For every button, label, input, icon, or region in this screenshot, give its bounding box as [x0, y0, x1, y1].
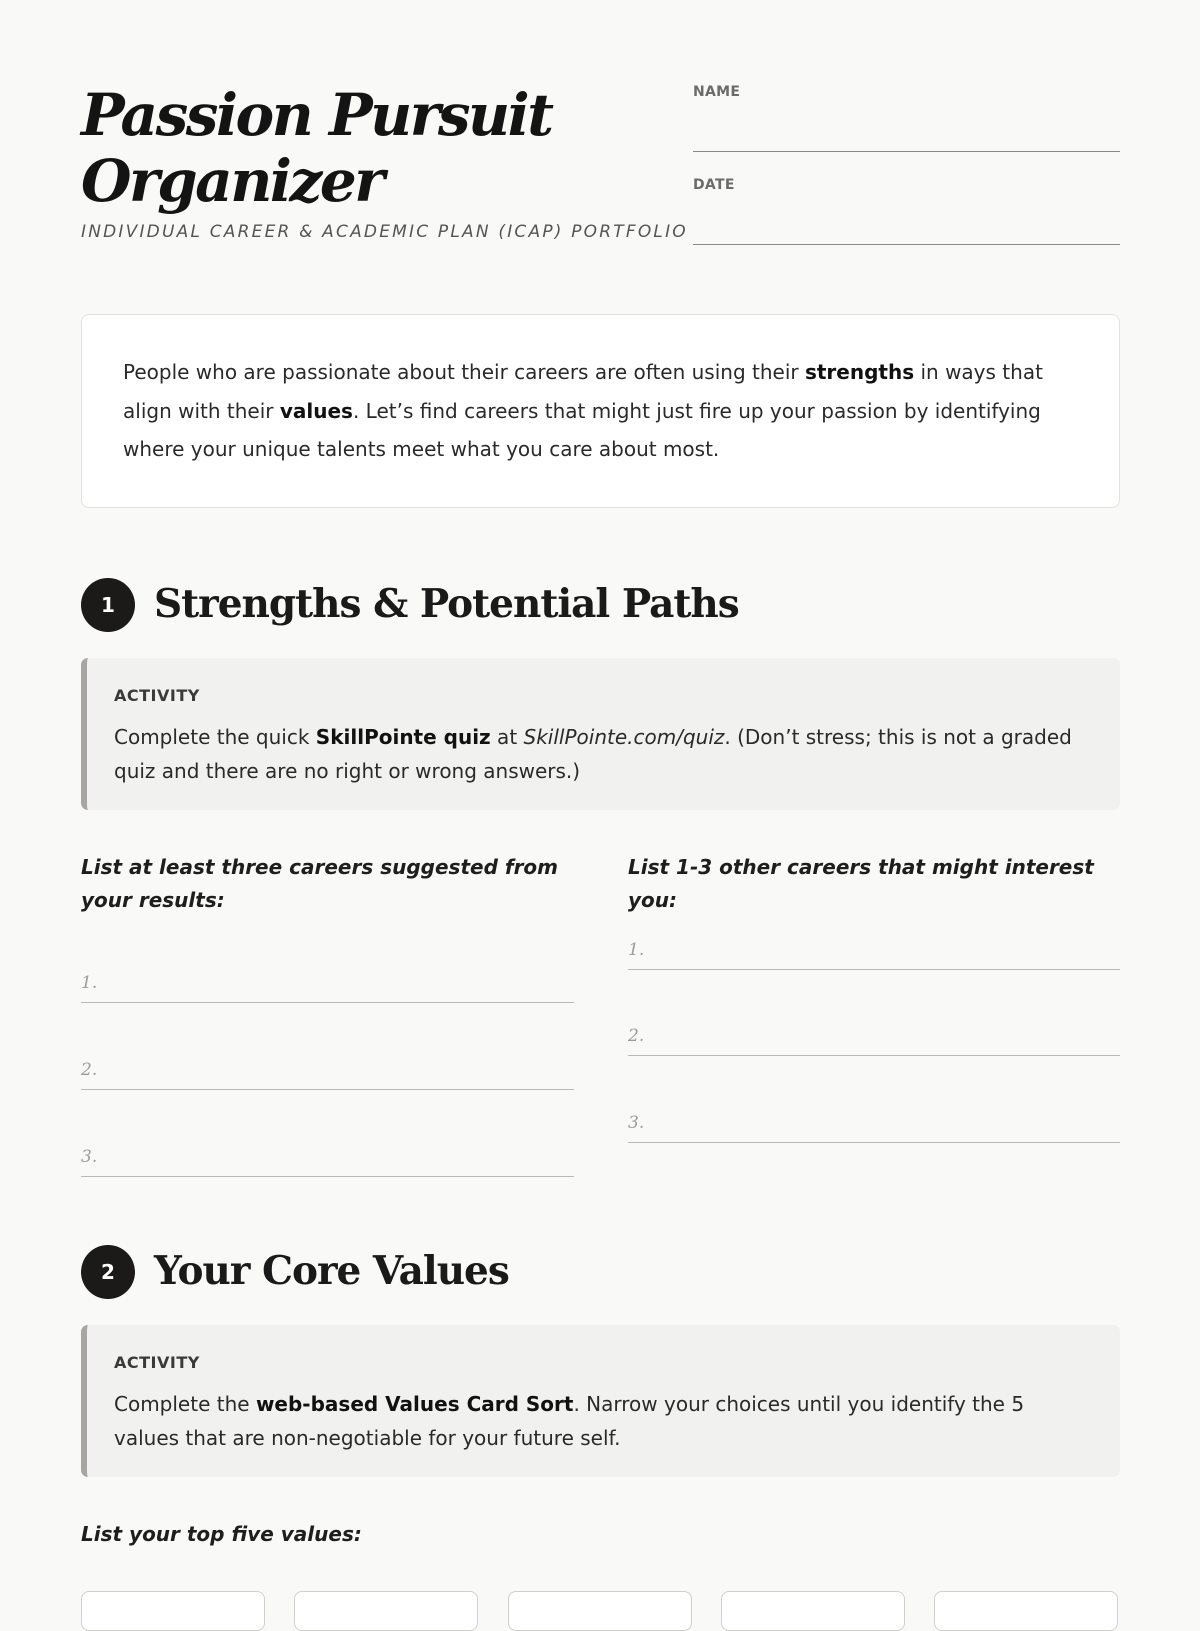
intro-text-3: . Let’s find careers that might just fire up your passion by identifying where your unique talents meet what you care about most.: [123, 398, 1041, 461]
intro-text-2: in ways that align with their: [123, 360, 1043, 423]
date-line[interactable]: [693, 244, 1120, 245]
page-subtitle: INDIVIDUAL CAREER & ACADEMIC PLAN (ICAP) PORTFOLIO: [81, 222, 688, 242]
intro-card: [81, 314, 1120, 508]
activity-card-sort-name: web-based Values Card Sort: [255, 1392, 574, 1416]
blank-number: 2.: [81, 1060, 98, 1080]
activity-text-1: Complete the: [114, 1392, 256, 1416]
values-list-heading: List your top five values:: [81, 1522, 362, 1546]
activity-text-2: . Narrow your choices until you identify the 5 values that are non-negotiable for your future self.: [114, 1392, 1025, 1450]
section-2-badge: 2: [81, 1245, 135, 1299]
left-blank-3[interactable]: [81, 1147, 574, 1177]
blank-number: 3.: [81, 1147, 98, 1167]
section-2-heading: [81, 1245, 681, 1299]
section-1-badge: 1: [81, 578, 135, 632]
section-2-title: Your Core Values: [154, 1248, 509, 1294]
right-blank-3[interactable]: [628, 1113, 1120, 1143]
activity-quiz-name: SkillPointe quiz: [315, 725, 491, 749]
date-field[interactable]: [693, 177, 1120, 247]
activity-text-3: . (Don’t stress; this is not a graded quiz and there are no right or wrong answers.): [114, 725, 1072, 783]
name-label: NAME: [693, 84, 741, 100]
activity-label: ACTIVITY: [114, 686, 200, 705]
left-blank-1[interactable]: [81, 973, 574, 1003]
left-blank-2[interactable]: [81, 1060, 574, 1090]
right-list-heading: List 1-3 other careers that might interest you:: [628, 855, 1094, 912]
activity-text-2: at: [490, 725, 524, 749]
section-2-activity: [81, 1325, 1120, 1477]
activity-quiz-url: SkillPointe.com/quiz: [523, 725, 725, 749]
title-line-2: Organizer: [81, 147, 383, 215]
section-1-activity: [81, 658, 1120, 810]
activity-text-1: Complete the quick: [114, 725, 316, 749]
activity-text: [114, 1387, 1094, 1455]
intro-strengths: strengths: [804, 360, 915, 384]
intro-values: values: [279, 398, 353, 423]
intro-text-1: People who are passionate about their careers are often using their: [123, 360, 805, 384]
right-blank-1[interactable]: [628, 940, 1120, 970]
section-1-heading: [81, 578, 781, 632]
value-card-3[interactable]: [508, 1591, 692, 1631]
value-card-1[interactable]: [81, 1591, 265, 1631]
value-card-5[interactable]: [934, 1591, 1118, 1631]
section-1-title: Strengths & Potential Paths: [154, 581, 739, 627]
name-field[interactable]: [693, 84, 1120, 154]
right-blank-2[interactable]: [628, 1026, 1120, 1056]
page-title: [81, 82, 641, 214]
activity-text: [114, 720, 1094, 788]
left-list-heading: List at least three careers suggested from your results:: [81, 855, 559, 912]
activity-label: ACTIVITY: [114, 1353, 200, 1372]
name-line[interactable]: [693, 151, 1120, 152]
blank-number: 1.: [628, 940, 645, 960]
blank-number: 1.: [81, 973, 98, 993]
date-label: DATE: [693, 177, 735, 193]
value-card-4[interactable]: [721, 1591, 905, 1631]
blank-number: 3.: [628, 1113, 645, 1133]
blank-number: 2.: [628, 1026, 645, 1046]
value-card-2[interactable]: [294, 1591, 478, 1631]
title-line-1: Passion Pursuit: [81, 81, 552, 149]
